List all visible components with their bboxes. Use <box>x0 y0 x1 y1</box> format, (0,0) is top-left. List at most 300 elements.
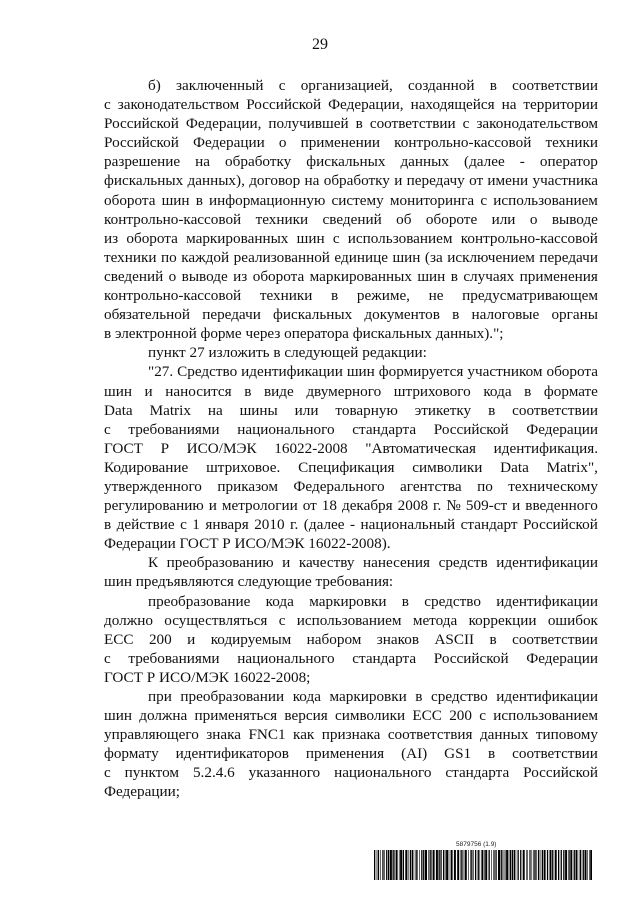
word: систему <box>331 191 384 209</box>
word: электронной <box>114 325 197 343</box>
word: с <box>278 77 286 94</box>
text-line <box>104 286 598 305</box>
text-line <box>104 496 598 515</box>
word: по <box>477 477 493 495</box>
word: техники <box>104 248 157 266</box>
word: и <box>187 630 196 648</box>
word: кода <box>292 688 321 705</box>
text-line <box>104 305 598 324</box>
barcode-image <box>374 850 592 880</box>
word: законодательством <box>476 115 598 133</box>
word: агентства <box>400 477 462 495</box>
word: маркированных <box>309 267 412 285</box>
word: Matrix <box>149 401 191 419</box>
word: формату <box>104 745 159 763</box>
word: случаях <box>463 267 515 285</box>
word: выводе <box>551 210 598 228</box>
word: FNC1 <box>248 726 286 744</box>
word: "27. <box>148 363 174 381</box>
word: ГОСТ <box>104 668 143 686</box>
word: декабря <box>341 497 393 515</box>
word: национального <box>237 649 335 667</box>
word: пункт <box>148 344 186 362</box>
word: Российской <box>523 764 598 782</box>
word: соответствии <box>512 401 598 419</box>
word: Кодирование <box>104 458 189 476</box>
word: Российской <box>433 420 509 438</box>
word: управляющего <box>104 726 199 744</box>
word: признака <box>321 726 381 744</box>
word: имени <box>487 172 529 190</box>
word: пунктом <box>124 764 180 782</box>
word: из <box>233 267 248 285</box>
word: осуществляться <box>164 611 268 629</box>
word: фискальных <box>306 153 386 171</box>
word: в <box>489 77 497 94</box>
word: 5.2.4.6 <box>192 764 235 782</box>
word: обработку <box>225 153 292 171</box>
word: с <box>104 764 111 782</box>
word: двумерного <box>306 382 382 400</box>
word: предусматривающем <box>462 287 598 305</box>
word: 2010 <box>254 516 285 534</box>
word: с <box>332 229 340 247</box>
word: кодируемым <box>210 630 292 648</box>
word: Р <box>160 439 170 457</box>
word: ЕСС <box>412 707 442 725</box>
word: применения <box>519 267 598 285</box>
word: символики <box>334 707 406 725</box>
word: кода <box>483 382 512 400</box>
word: форме <box>200 325 242 343</box>
word: передачу <box>406 172 465 190</box>
word: с <box>104 649 111 667</box>
word: в <box>331 287 339 305</box>
word: введенного <box>525 497 598 515</box>
word: Федерации <box>104 535 176 553</box>
word: или <box>491 210 516 228</box>
word: символики <box>412 458 483 476</box>
text-line <box>104 592 598 611</box>
word: требованиями <box>128 649 220 667</box>
word: шин <box>392 248 421 266</box>
word: фискальных <box>273 306 353 324</box>
word: оборота <box>546 363 598 381</box>
word: с <box>479 707 486 725</box>
text-line <box>104 114 598 133</box>
word: о <box>529 210 538 228</box>
text-line <box>104 763 598 782</box>
word: на <box>304 172 320 190</box>
word: Средство <box>177 363 238 381</box>
word: Data <box>500 458 529 476</box>
text-line <box>104 649 598 668</box>
page-number: 29 <box>312 36 328 53</box>
word: нанесения <box>363 554 431 572</box>
word: товарную <box>335 401 398 419</box>
word: использованием <box>347 229 453 247</box>
word: преобразование <box>148 592 251 610</box>
word: Федерации <box>526 420 598 438</box>
word: штрихового <box>393 382 471 400</box>
word: в <box>355 115 363 133</box>
word: Федерации; <box>104 783 180 801</box>
word: с <box>104 96 111 114</box>
word: метода <box>412 611 458 629</box>
word: национального <box>334 764 432 782</box>
word: 2008 <box>397 497 429 515</box>
word: участником <box>467 363 543 381</box>
word: Российской <box>104 134 179 152</box>
word: 16022-2008; <box>232 668 311 686</box>
text-line <box>104 248 598 267</box>
document-body <box>104 76 598 802</box>
word: утвержденного <box>104 477 202 495</box>
word: средство <box>431 688 488 705</box>
text-line <box>104 553 598 572</box>
word: в <box>273 344 281 362</box>
word: в <box>415 688 423 705</box>
word: ГОСТ <box>179 535 219 553</box>
word: (за <box>424 248 443 266</box>
word: типовому <box>535 726 598 744</box>
word: органы <box>551 306 598 324</box>
word: соответствии <box>512 745 598 763</box>
word: техники <box>545 134 598 152</box>
word: идентификаторов <box>175 745 289 763</box>
word: Федерального <box>293 477 385 495</box>
word: применении <box>300 134 381 152</box>
word: получившей <box>268 115 349 133</box>
word: каждой <box>181 248 230 266</box>
text-line <box>104 725 598 744</box>
text-line <box>104 171 598 190</box>
word: GS1 <box>444 745 472 763</box>
word: г. <box>290 516 299 534</box>
word: фискальных <box>104 172 184 190</box>
word: режиме, <box>356 287 410 305</box>
text-line <box>104 95 598 114</box>
word: Российской <box>523 516 598 534</box>
word: кода <box>265 592 294 610</box>
word: передачи <box>539 248 598 266</box>
text-line <box>104 458 598 477</box>
word: ASCII <box>434 630 475 648</box>
word: 16022-2008). <box>308 535 391 553</box>
word: шины <box>239 401 278 419</box>
word: следующие <box>237 573 312 591</box>
word: версия <box>284 707 328 725</box>
word: ИСО/МЭК <box>186 439 257 457</box>
word: - <box>349 516 356 534</box>
word: № <box>446 497 461 515</box>
word: 200 <box>148 630 172 648</box>
word: качеству <box>298 554 355 572</box>
word: маркировки <box>329 688 407 705</box>
word: налоговые <box>471 306 540 324</box>
word: техники <box>255 210 309 228</box>
word: использованием <box>493 707 598 725</box>
word: набором <box>306 630 362 648</box>
text-line <box>104 744 598 763</box>
word: территории <box>523 96 598 114</box>
word: мониторинга <box>389 191 475 209</box>
word: использованием <box>296 611 402 629</box>
word: регулированию <box>104 497 204 515</box>
word: ошибок <box>547 611 598 629</box>
word: участника <box>532 172 598 190</box>
word: штриховое. <box>206 458 281 476</box>
word: оборота <box>252 267 305 285</box>
word: обязательной <box>104 306 191 324</box>
word: разрешение <box>104 153 181 171</box>
word: идентификации <box>496 554 598 572</box>
word: соответствии <box>512 77 598 94</box>
word: 1 <box>192 516 200 534</box>
word: указанного <box>248 764 321 782</box>
text-line <box>104 133 598 152</box>
word: в <box>524 382 532 400</box>
word: редакции: <box>362 344 427 362</box>
word: должна <box>139 707 188 725</box>
word: об <box>396 210 412 228</box>
word: находящейся <box>410 96 495 114</box>
word: (далее <box>464 153 505 171</box>
word: Matrix", <box>546 458 598 476</box>
word: сведений <box>104 267 164 285</box>
word: оператор <box>539 153 598 171</box>
word: стандарт <box>460 516 518 534</box>
word: января <box>205 516 249 534</box>
word: при <box>148 688 172 705</box>
word: и <box>208 497 217 515</box>
text-line <box>104 343 598 362</box>
word: данных), <box>187 172 245 190</box>
word: в <box>244 382 252 400</box>
word: по <box>161 248 177 266</box>
word: в <box>489 630 497 648</box>
word: стандарта <box>352 420 417 438</box>
word: оборота <box>104 191 156 209</box>
word: 27 <box>189 344 205 362</box>
barcode-code: 5879756 (1.9) <box>456 841 497 848</box>
word: национальный <box>360 516 456 534</box>
word: оборота <box>126 229 178 247</box>
word: техническому <box>508 477 598 495</box>
word: средств <box>438 554 488 572</box>
word: стандарта <box>352 649 417 667</box>
text-line <box>104 515 598 534</box>
word: следующей <box>284 344 359 362</box>
word: исключением <box>447 248 535 266</box>
word: идентификация. <box>493 439 598 457</box>
text-line <box>104 76 598 95</box>
word: передачи <box>202 306 261 324</box>
word: Федерации, <box>185 115 262 133</box>
word: идентификации <box>496 592 598 610</box>
text-line <box>104 152 598 171</box>
word: шин <box>296 229 325 247</box>
word: от <box>469 172 484 190</box>
word: о <box>278 134 287 152</box>
word: контрольно-кассовой <box>104 210 242 228</box>
text-line <box>104 267 598 286</box>
word: (далее <box>303 516 345 534</box>
word: Р <box>222 535 231 553</box>
word: знаков <box>376 630 420 648</box>
word: Федерации <box>192 134 265 152</box>
word: с <box>462 115 470 133</box>
word: и <box>394 172 403 190</box>
word: в <box>104 325 112 343</box>
word: предъявляются <box>135 573 234 591</box>
word: шин <box>104 573 132 591</box>
word: сведений <box>322 210 382 228</box>
word: заключенный <box>176 77 264 94</box>
word: б) <box>148 77 161 94</box>
word: или <box>294 401 319 419</box>
word: К <box>148 554 159 572</box>
word: идентификации <box>496 688 598 705</box>
word: с <box>278 611 286 629</box>
word: на <box>195 153 211 171</box>
word: наносится <box>165 382 232 400</box>
word: в <box>488 401 496 419</box>
text-line <box>104 439 598 458</box>
word: ИСО/МЭК <box>159 668 229 686</box>
word: - <box>519 153 525 171</box>
text-line <box>104 611 598 630</box>
text-line <box>104 782 598 801</box>
word: применения <box>305 745 385 763</box>
word: (AI) <box>401 745 428 763</box>
word: формате <box>543 382 598 400</box>
word: стандарта <box>445 764 510 782</box>
word: шин <box>417 267 446 285</box>
word: "Автоматическая <box>365 439 476 457</box>
word: шин <box>346 363 375 381</box>
word: как <box>293 726 315 744</box>
word: Российской <box>246 96 322 114</box>
word: в <box>401 592 409 610</box>
word: 509-ст <box>465 497 508 515</box>
text-line <box>104 382 598 401</box>
word: соответствии <box>512 630 598 648</box>
word: законодательством <box>117 96 240 114</box>
word: обороте <box>425 210 478 228</box>
word: применяться <box>194 707 278 725</box>
word: от <box>302 497 317 515</box>
word: Российской <box>104 115 179 133</box>
word: единице <box>334 248 388 266</box>
word: действие <box>116 516 175 534</box>
word: Data <box>104 401 133 419</box>
word: Российской <box>433 649 509 667</box>
word: с <box>480 191 488 209</box>
word: в <box>452 306 460 324</box>
word: и <box>144 382 153 400</box>
word: 16022-2008 <box>274 439 348 457</box>
word: контрольно-кассовой <box>104 287 242 305</box>
text-line <box>104 324 598 343</box>
word: выводе <box>181 267 228 285</box>
text-line <box>104 630 598 649</box>
word: в <box>450 267 458 285</box>
word: виде <box>263 382 294 400</box>
text-line <box>104 420 598 439</box>
word: и <box>512 497 521 515</box>
word: документов <box>364 306 440 324</box>
word: метрологии <box>221 497 298 515</box>
word: фискальных <box>352 325 432 343</box>
word: Федерации <box>526 649 598 667</box>
text-line <box>104 229 598 248</box>
word: созданной <box>408 77 475 94</box>
word: национального <box>237 420 335 438</box>
word: Р <box>146 668 156 686</box>
word: в <box>104 516 112 534</box>
word: г. <box>433 497 442 515</box>
word: с <box>104 420 111 438</box>
word: маркировки <box>309 592 387 610</box>
text-line <box>104 401 598 420</box>
word: преобразовании <box>180 688 285 705</box>
word: не <box>428 287 444 305</box>
text-line <box>104 668 598 687</box>
word: договор <box>249 172 301 190</box>
word: коррекции <box>468 611 537 629</box>
text-line <box>104 706 598 725</box>
word: ГОСТ <box>104 439 143 457</box>
word: из <box>104 229 119 247</box>
text-line <box>104 687 598 706</box>
word: соответствия <box>387 726 473 744</box>
word: шин <box>104 382 132 400</box>
word: данных)."; <box>435 325 504 343</box>
word: в <box>195 191 203 209</box>
word: знака <box>206 726 242 744</box>
word: Спецификация <box>298 458 395 476</box>
word: формируется <box>378 363 464 381</box>
word: средство <box>424 592 481 610</box>
word: данных <box>400 153 449 171</box>
word: идентификации <box>241 363 343 381</box>
word: данных <box>479 726 529 744</box>
word: шин <box>104 707 132 725</box>
word: в <box>488 745 496 763</box>
text-line <box>104 191 598 210</box>
word: требованиями <box>128 420 220 438</box>
word: о <box>168 267 177 285</box>
word: Федерации, <box>328 96 404 114</box>
word: преобразованию <box>166 554 274 572</box>
word: и <box>282 554 291 572</box>
word: контрольно-кассовой <box>460 229 598 247</box>
text-line <box>104 477 598 496</box>
word: с <box>180 516 187 534</box>
word: должно <box>104 611 153 629</box>
word: ИСО/МЭК <box>234 535 305 553</box>
word: 200 <box>449 707 472 725</box>
word: маркированных <box>186 229 289 247</box>
word: приказом <box>217 477 278 495</box>
word: через <box>245 325 281 343</box>
text-line <box>104 362 598 381</box>
text-line <box>104 572 598 591</box>
word: обработку <box>323 172 390 190</box>
word: этикетку <box>414 401 472 419</box>
word: ЕСС <box>104 630 134 648</box>
